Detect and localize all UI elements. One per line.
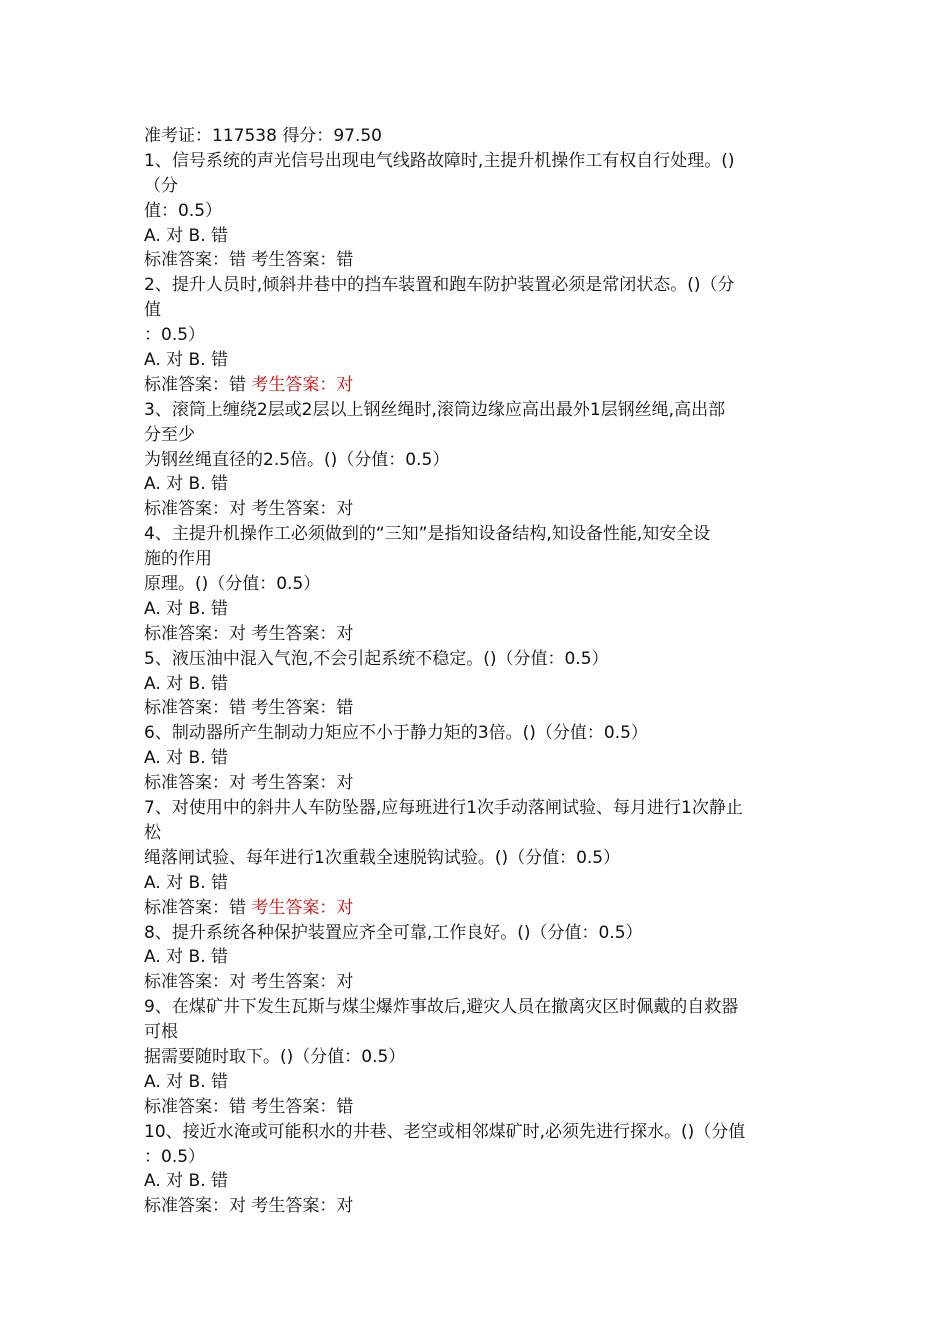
- standard-answer: 标准答案：对: [144, 623, 246, 644]
- answer-line: [144, 373, 824, 398]
- student-answer: 考生答案：对: [251, 897, 354, 918]
- question-text-line: 8、提升系统各种保护装置应齐全可靠,工作良好。()（分值：0.5）: [144, 922, 643, 943]
- student-answer: 考生答案：对: [251, 1196, 354, 1217]
- student-answer: 考生答案：错: [251, 1096, 354, 1117]
- answer-line: [144, 1194, 824, 1219]
- question-item: [144, 921, 824, 996]
- question-options: A. 对 B. 错: [144, 350, 229, 371]
- question-text-line: 为钢丝绳直径的2.5倍。()（分值：0.5）: [144, 449, 450, 470]
- question-text-line: ：0.5）: [144, 325, 206, 346]
- standard-answer: 标准答案：错: [144, 1096, 246, 1117]
- answer-line: [144, 970, 824, 995]
- answer-line: [144, 771, 824, 796]
- student-answer: 考生答案：对: [251, 972, 354, 993]
- standard-answer: 标准答案：错: [144, 374, 246, 395]
- question-text-line: 分至少: [144, 424, 195, 445]
- answer-line: [144, 896, 824, 921]
- question-text-line: 值: [144, 300, 161, 321]
- question-text-line: 施的作用: [144, 549, 212, 570]
- student-answer: 考生答案：对: [251, 374, 354, 395]
- question-item: [144, 1120, 824, 1220]
- question-text-line: 原理。()（分值：0.5）: [144, 574, 321, 595]
- question-text-line: ：0.5）: [144, 1146, 206, 1167]
- question-item: [144, 647, 824, 722]
- student-answer: 考生答案：错: [251, 250, 354, 271]
- question-text-line: 5、液压油中混入气泡,不会引起系统不稳定。()（分值：0.5）: [144, 648, 609, 669]
- student-answer: 考生答案：错: [251, 698, 354, 719]
- standard-answer: 标准答案：错: [144, 897, 246, 918]
- question-item: [144, 273, 824, 397]
- question-text-line: 6、制动器所产生制动力矩应不小于静力矩的3倍。()（分值：0.5）: [144, 723, 648, 744]
- question-options: A. 对 B. 错: [144, 225, 229, 246]
- exam-result-document: [144, 124, 824, 1219]
- answer-line: [144, 1095, 824, 1120]
- question-text-line: （分: [144, 175, 178, 196]
- question-text-line: 1、信号系统的声光信号出现电气线路故障时,主提升机操作工有权自行处理。(): [144, 150, 735, 171]
- standard-answer: 标准答案：对: [144, 499, 246, 520]
- question-list: [144, 149, 824, 1219]
- answer-line: [144, 497, 824, 522]
- standard-answer: 标准答案：对: [144, 773, 246, 794]
- standard-answer: 标准答案：对: [144, 972, 246, 993]
- question-text-line: 10、接近水淹或可能积水的井巷、老空或相邻煤矿时,必须先进行探水。()（分值: [144, 1121, 746, 1142]
- question-item: [144, 995, 824, 1119]
- question-text-line: 7、对使用中的斜井人车防坠器,应每班进行1次手动落闸试验、每月进行1次静止: [144, 798, 743, 819]
- student-answer: 考生答案：对: [251, 623, 354, 644]
- question-options: A. 对 B. 错: [144, 598, 229, 619]
- question-options: A. 对 B. 错: [144, 474, 229, 495]
- question-text-line: 2、提升人员时,倾斜井巷中的挡车装置和跑车防护装置必须是常闭状态。()（分: [144, 275, 735, 296]
- question-options: A. 对 B. 错: [144, 1071, 229, 1092]
- student-answer: 考生答案：对: [251, 499, 354, 520]
- question-item: [144, 522, 824, 646]
- question-text-line: 3、滚筒上缠绕2层或2层以上钢丝绳时,滚筒边缘应高出最外1层钢丝绳,高出部: [144, 399, 726, 420]
- exam-id-label: 准考证：: [144, 126, 212, 146]
- question-text-line: 4、主提升机操作工必须做到的“三知”是指知设备结构,知设备性能,知安全设: [144, 524, 711, 545]
- question-item: [144, 796, 824, 920]
- question-options: A. 对 B. 错: [144, 872, 229, 893]
- question-options: A. 对 B. 错: [144, 673, 229, 694]
- question-text-line: 9、在煤矿井下发生瓦斯与煤尘爆炸事故后,避灾人员在撤离灾区时佩戴的自救器: [144, 997, 739, 1018]
- question-options: A. 对 B. 错: [144, 947, 229, 968]
- standard-answer: 标准答案：对: [144, 1196, 246, 1217]
- question-options: A. 对 B. 错: [144, 1171, 229, 1192]
- question-text-line: 据需要随时取下。()（分值：0.5）: [144, 1046, 406, 1067]
- question-options: A. 对 B. 错: [144, 748, 229, 769]
- question-item: [144, 398, 824, 522]
- question-text-line: 可根: [144, 1022, 178, 1043]
- exam-header: [144, 124, 824, 149]
- standard-answer: 标准答案：错: [144, 698, 246, 719]
- score-value: 97.50: [333, 126, 382, 146]
- question-item: [144, 721, 824, 796]
- question-item: [144, 149, 824, 273]
- question-text-line: 值：0.5）: [144, 200, 223, 221]
- question-text-line: 绳落闸试验、每年进行1次重载全速脱钩试验。()（分值：0.5）: [144, 847, 621, 868]
- exam-id-value: 117538: [212, 126, 277, 146]
- answer-line: [144, 696, 824, 721]
- answer-line: [144, 622, 824, 647]
- question-text-line: 松: [144, 822, 161, 843]
- standard-answer: 标准答案：错: [144, 250, 246, 271]
- student-answer: 考生答案：对: [251, 773, 354, 794]
- answer-line: [144, 248, 824, 273]
- score-label: 得分：: [282, 126, 334, 146]
